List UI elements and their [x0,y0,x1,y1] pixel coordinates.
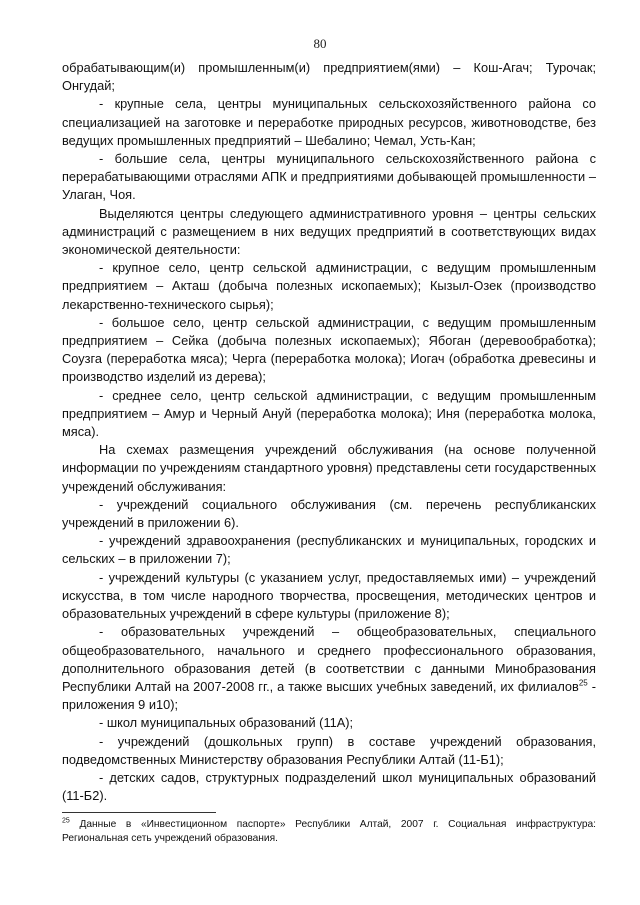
paragraph: Выделяются центры следующего административного уровня – центры сельских администраций с размещением в них ведущих предприятий в соответствующих видах экономической деятельности: [62,205,596,258]
paragraph-text: - образовательных учреждений – общеобразовательных, специального общеобразовательного, начального и среднего профессионального образования, дополнительного образования детей (в соответствии с данными Минобразования Республики Алтай на 2007-2008 гг., а также высших учебных заведений, их филиалов [62,624,596,694]
paragraph: - крупные села, центры муниципальных сельскохозяйственного района со специализацией на заготовке и переработке природных ресурсов, животноводстве, без ведущих промышленных предприятий – Шебалино; Чемал, Усть-Кан; [62,96,596,148]
paragraph: - учреждений социального обслуживания (см. перечень республиканских учреждений в приложении 6). [62,496,596,531]
paragraph: - учреждений (дошкольных групп) в составе учреждений образования, подведомственных Министерству образования Республики Алтай (11-Б1); [62,733,596,767]
paragraph: - учреждений здравоохранения (республиканских и муниципальных, городских и сельских – в приложении 7); [62,533,596,567]
footnote-reference[interactable]: 25 [578,678,588,688]
main-text [62,59,596,805]
paragraph-text-continued: - приложения 9 и10); [62,678,596,713]
paragraph: На схемах размещения учреждений обслуживания (на основе полученной информации по учреждениям стандартного уровня) представлены сети государственных учреждений обслуживания: [62,442,596,494]
paragraph: - среднее село, центр сельской администрации, с ведущим промышленным предприятием – Амур и Черный Ануй (переработка молока); Иня (переработка молока, мяса). [62,387,596,440]
footnote-divider [62,812,216,813]
paragraph: - крупное село, центр сельской администрации, с ведущим промышленным предприятием – Акташ (добыча полезных ископаемых); Кызыл-Озек (производство лекарственно-технического сырья); [62,260,596,312]
footnote [62,818,596,845]
paragraph: обрабатывающим(и) промышленным(и) предприятием(ями) – Кош-Агач; Турочак; Онгудай; [62,60,596,94]
paragraph: - большое село, центр сельской администрации, с ведущим промышленным предприятием – Сейка (добыча полезных ископаемых); Ябоган (деревообработка); Соузга (переработка мяса); Черга (переработка молока); Иогач (обработка древесины и производство изделий из дерева); [62,314,596,385]
paragraph [62,623,596,714]
paragraph: - учреждений культуры (с указанием услуг, предоставляемых ими) – учреждений искусства, в том числе народного творчества, просвещения, методических центров и образовательных учреждений в сфере культуры (приложение 8); [62,569,596,622]
footnote-marker: 25 [62,817,70,825]
paragraph: - детских садов, структурных подразделений школ муниципальных образований (11-Б2). [62,769,596,804]
paragraph: - школ муниципальных образований (11А); [99,715,354,731]
footnote-text: Данные в «Инвестиционном паспорте» Республики Алтай, 2007 г. Социальная инфраструктура: Региональная сеть учреждений образования. [62,819,596,844]
paragraph: - большие села, центры муниципального сельскохозяйственного района с перерабатывающими отраслями АПК и предприятиями добывающей промышленности – Улаган, Чоя. [62,151,596,203]
page-number: 80 [313,36,327,51]
